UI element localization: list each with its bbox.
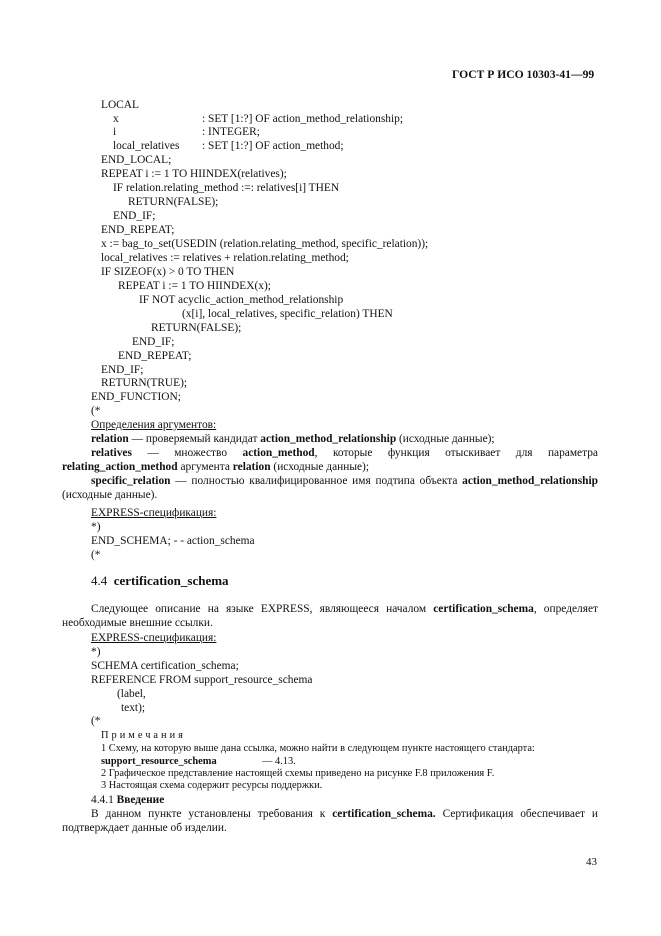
code-line: x := bag_to_set(USEDIN (relation.relating_method, specific_relation)); xyxy=(101,238,429,250)
arg-relatives: relatives — множество action_method, которые функция отыскивает для параметра xyxy=(91,447,598,459)
code-line: END_REPEAT; xyxy=(118,350,192,362)
code-line: (* xyxy=(91,405,101,417)
code-line: RETURN(FALSE); xyxy=(151,322,242,334)
arg-specific-relation: specific_relation — полностью квалифицированное имя подтипа объекта action_method_relationship xyxy=(91,475,598,487)
code-line: (x[i], local_relatives, specific_relation) THEN xyxy=(182,308,393,320)
code-line: : SET [1:?] OF action_method_relationship; xyxy=(202,113,403,125)
code-line: END_LOCAL; xyxy=(101,154,172,166)
note-1-ref: support_resource_schema xyxy=(101,756,217,767)
code-line: END_REPEAT; xyxy=(101,224,175,236)
code-line: IF relation.relating_method :=: relatives[i] THEN xyxy=(113,182,340,194)
code-line: IF SIZEOF(x) > 0 TO THEN xyxy=(101,266,235,278)
code-line: i xyxy=(113,126,117,138)
code-line: local_relatives := relatives + relation.relating_method; xyxy=(101,252,349,264)
code-line: *) xyxy=(91,521,101,533)
code-line: x xyxy=(113,113,119,125)
code-line: : INTEGER; xyxy=(202,126,260,138)
express-spec-label: EXPRESS-спецификация: xyxy=(91,632,217,644)
code-line: (* xyxy=(91,715,101,727)
express-spec-label: EXPRESS-спецификация: xyxy=(91,507,217,519)
note-2: 2 Графическое представление настоящей схемы приведено на рисунке F.8 приложения F. xyxy=(101,768,495,779)
arg-specific-relation-cont: (исходные данные). xyxy=(62,489,158,501)
code-line: END_IF; xyxy=(132,336,175,348)
standard-header: ГОСТ Р ИСО 10303-41—99 xyxy=(452,68,595,81)
intro-paragraph: Следующее описание на языке EXPRESS, являющееся началом certification_schema, определяет xyxy=(91,603,599,615)
intro-paragraph-cont: необходимые внешние ссылки. xyxy=(62,617,213,629)
code-line: REFERENCE FROM support_resource_schema xyxy=(91,674,313,686)
code-line: (label, xyxy=(117,688,146,700)
code-line: LOCAL xyxy=(101,99,139,111)
code-line: END_IF; xyxy=(101,364,144,376)
subsection-paragraph: В данном пункте установлены требования к certification_schema. Сертификация обеспечивает и xyxy=(91,808,598,820)
code-line: (* xyxy=(91,549,101,561)
page-number: 43 xyxy=(586,856,597,868)
notes-heading: Примечания xyxy=(101,730,186,741)
subsection-heading: 4.4.1 Введение xyxy=(91,794,165,806)
subsection-paragraph-cont: подтверждает данные об изделии. xyxy=(62,822,227,834)
code-line: SCHEMA certification_schema; xyxy=(91,660,239,672)
code-line: END_SCHEMA; - - action_schema xyxy=(91,535,255,547)
note-1: 1 Схему, на которую выше дана ссылка, можно найти в следующем пункте настоящего стандарта: xyxy=(101,743,535,754)
arg-relatives-cont: relating_action_method аргумента relation (исходные данные); xyxy=(62,461,369,473)
code-line: *) xyxy=(91,646,101,658)
code-line: REPEAT i := 1 TO HIINDEX(relatives); xyxy=(101,168,287,180)
code-line: text); xyxy=(121,702,146,714)
note-3: 3 Настоящая схема содержит ресурсы поддержки. xyxy=(101,780,323,791)
arg-relation: relation — проверяемый кандидат action_method_relationship (исходные данные); xyxy=(91,433,495,445)
arguments-heading: Определения аргументов: xyxy=(91,419,217,431)
code-line: RETURN(TRUE); xyxy=(101,377,188,389)
code-line: END_FUNCTION; xyxy=(91,391,181,403)
code-line: local_relatives xyxy=(113,140,180,152)
code-line: REPEAT i := 1 TO HIINDEX(x); xyxy=(118,280,271,292)
section-heading: 4.4 certification_schema xyxy=(91,573,229,588)
code-line: END_IF; xyxy=(113,210,156,222)
code-line: IF NOT acyclic_action_method_relationship xyxy=(139,294,344,306)
note-1-section: — 4.13. xyxy=(262,756,296,767)
code-line: RETURN(FALSE); xyxy=(128,196,219,208)
code-line: : SET [1:?] OF action_method; xyxy=(202,140,344,152)
